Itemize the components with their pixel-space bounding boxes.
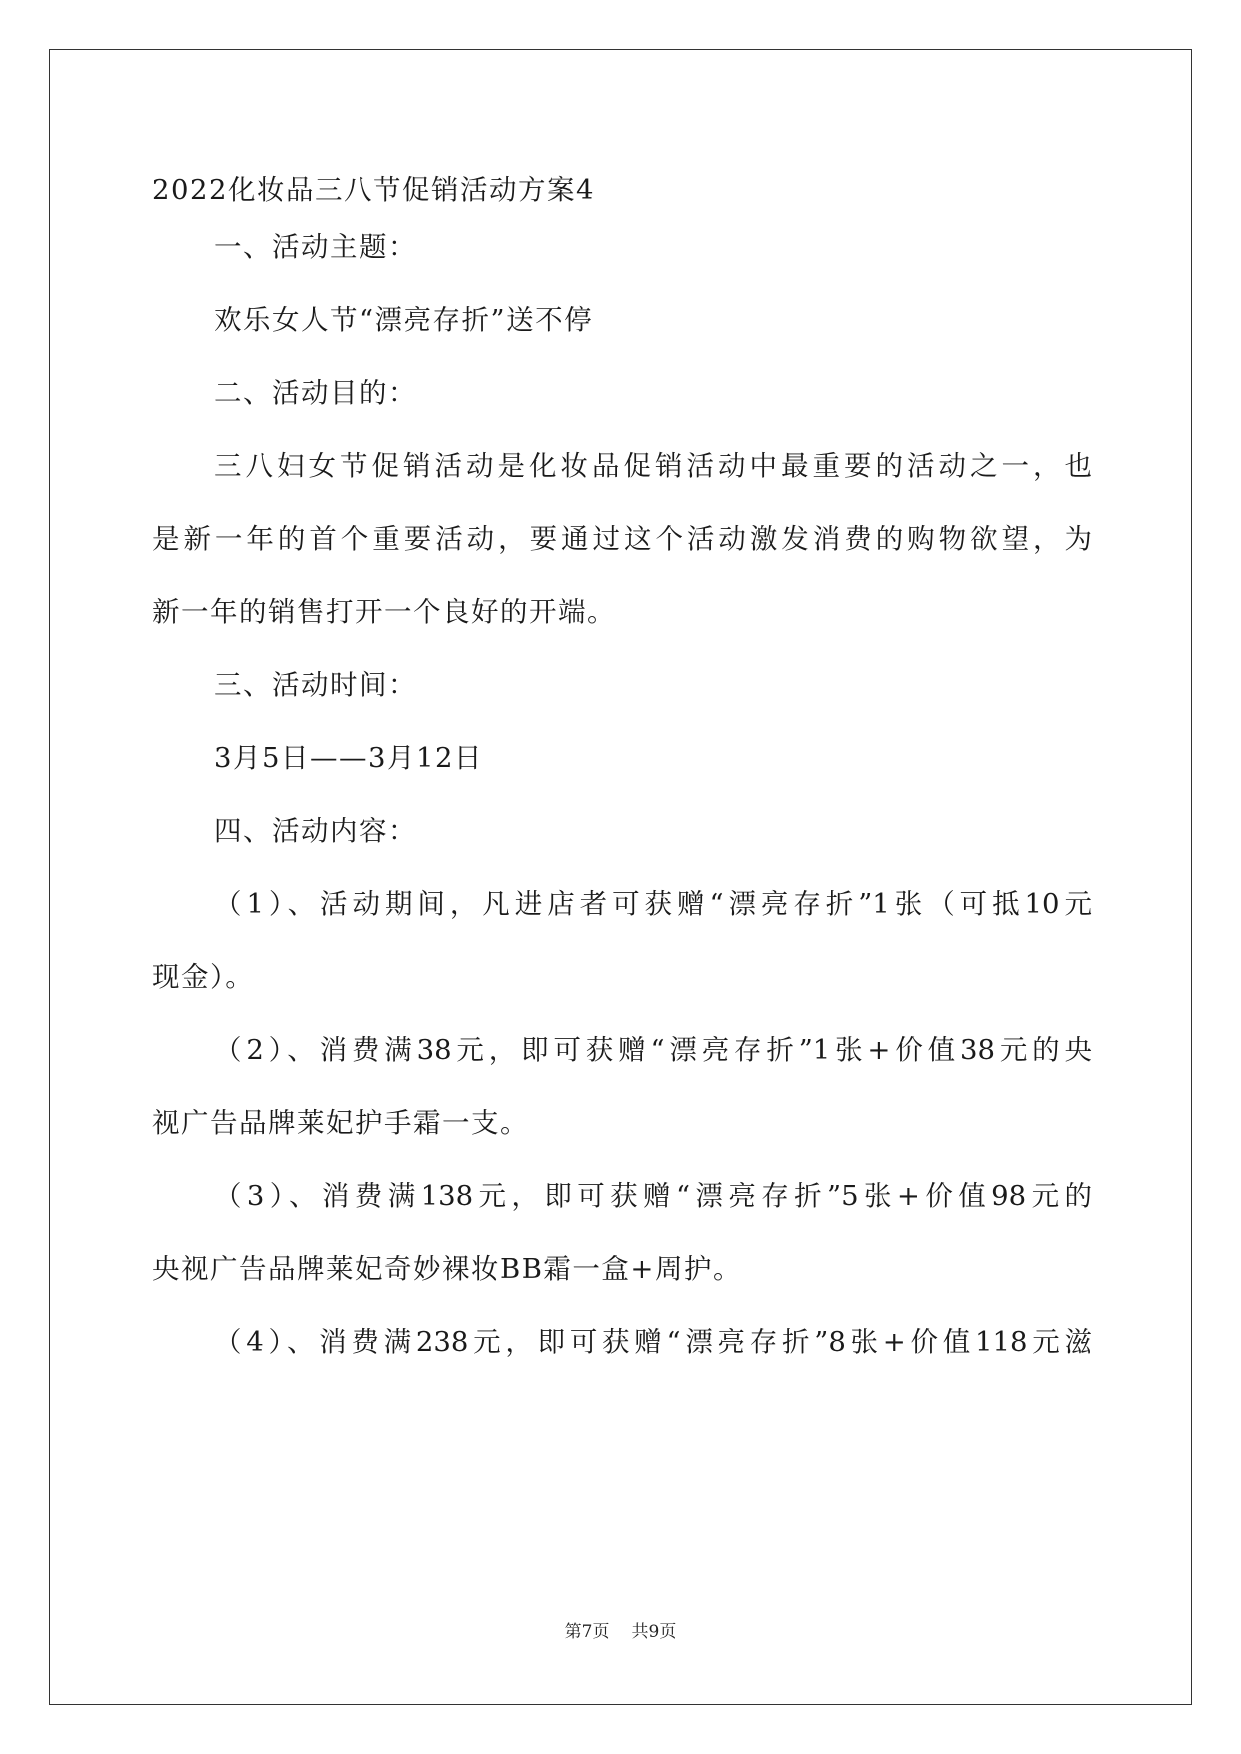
section-heading-theme: 一、活动主题： (214, 231, 417, 263)
time-text: 3月5日——3月12日 (214, 742, 483, 774)
page-border (49, 49, 1192, 1705)
page-footer (0, 1620, 1241, 1644)
paragraph-line: 是新一年的首个重要活动，要通过这个活动激发消费的购物欲望，为 (152, 523, 1092, 555)
paragraph-line: 视广告品牌莱妃护手霜一支。 (152, 1107, 529, 1139)
paragraph-line: （4）、消费满238元，即可获赠“漂亮存折”8张+价值118元滋 (214, 1326, 1092, 1358)
section-heading-purpose: 二、活动目的： (214, 377, 417, 409)
section-heading-time: 三、活动时间： (214, 669, 417, 701)
paragraph-line: （2）、消费满38元，即可获赠“漂亮存折”1张+价值38元的央 (214, 1034, 1092, 1066)
paragraph-line: 现金）。 (152, 961, 255, 993)
paragraph-line: 央视广告品牌莱妃奇妙裸妆BB霜一盒+周护。 (152, 1253, 742, 1285)
paragraph-line: 三八妇女节促销活动是化妆品促销活动中最重要的活动之一，也 (214, 450, 1092, 482)
section-heading-content: 四、活动内容： (214, 815, 417, 847)
total-page-count: 共9页 (631, 1622, 677, 1642)
paragraph-line: （3）、消费满138元，即可获赠“漂亮存折”5张+价值98元的 (214, 1180, 1092, 1212)
document-title: 2022化妆品三八节促销活动方案4 (152, 174, 595, 206)
theme-text: 欢乐女人节“漂亮存折”送不停 (214, 304, 594, 336)
paragraph-line: 新一年的销售打开一个良好的开端。 (152, 596, 616, 628)
paragraph-line: （1）、活动期间，凡进店者可获赠“漂亮存折”1张（可抵10元 (214, 888, 1092, 920)
current-page-number: 第7页 (564, 1622, 610, 1642)
